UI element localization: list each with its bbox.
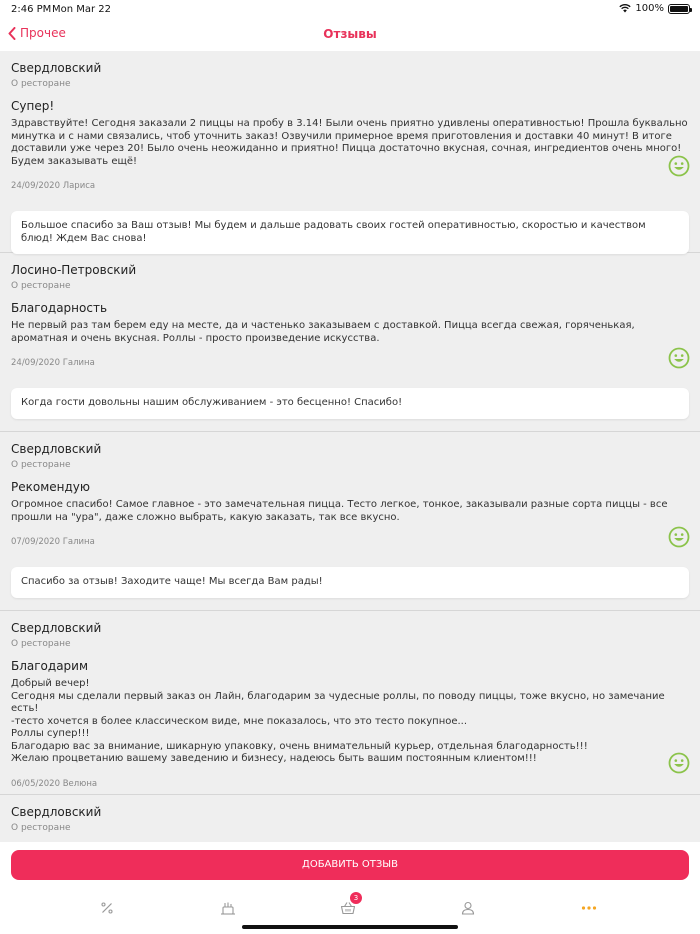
restaurant-name: Свердловский <box>11 621 102 635</box>
back-label: Прочее <box>20 26 66 40</box>
more-icon <box>581 905 597 911</box>
tab-more[interactable] <box>579 898 599 918</box>
restaurant-name: Свердловский <box>11 61 102 75</box>
reviews-list[interactable] <box>0 51 700 842</box>
review-title: Супер! <box>11 99 55 113</box>
review-item <box>0 795 700 833</box>
review-text: Огромное спасибо! Самое главное - это замечательная пицца. Тесто легкое, тонкое, заказывали разные сорта пиццы - все прошли на "ура", даже сложно выбрать, какую заказать, так все вкусно. <box>11 499 668 523</box>
cart-badge: 3 <box>350 892 362 904</box>
smile-icon <box>668 155 690 177</box>
page-title: Отзывы <box>323 27 377 41</box>
profile-icon <box>461 901 475 915</box>
review-item <box>0 253 700 432</box>
review-item <box>0 51 700 253</box>
review-title: Благодарим <box>11 659 89 673</box>
restaurant-answer: Большое спасибо за Ваш отзыв! Мы будем и дальше радовать своих гостей оперативностью, скоростью и качеством блюд! Ждем Вас снова! <box>11 211 689 254</box>
review-category: О ресторане <box>11 460 71 470</box>
battery-percent: 100% <box>635 3 664 14</box>
battery-icon <box>668 4 690 14</box>
restaurant-answer: Спасибо за отзыв! Заходите чаще! Мы всегда Вам рады! <box>11 567 689 598</box>
review-text: Добрый вечер! Сегодня мы сделали первый заказ он Лайн, благодарим за чудесные роллы, по поводу пиццы, тоже вкусно, но замечание есть! -тесто хочется в более классическом виде, мне показалось, что это тесто покупное... Роллы супер!!! Благодарю вас за внимание, шикарную упаковку, очень внимательный курьер, отдельная благодарность!!! Желаю процветанию вашему заведению и бизнесу, надеюсь быть вашим постоянным клиентом!!! <box>11 678 665 764</box>
status-date: Mon Mar 22 <box>52 4 112 15</box>
tab-profile[interactable] <box>458 898 478 918</box>
review-text: Не первый раз там берем еду на месте, да и частенько заказываем с доставкой. Пицца всегда свежая, горяченькая, ароматная и очень вкусная. Роллы - просто произведение искусства. <box>11 320 635 344</box>
smile-icon <box>668 347 690 369</box>
review-item <box>0 611 700 795</box>
review-meta: 24/09/2020 Лариса <box>11 181 96 191</box>
tab-promotions[interactable] <box>97 898 117 918</box>
status-time: 2:46 PM <box>11 4 52 15</box>
restaurant-name: Свердловский <box>11 805 102 819</box>
review-text: Здравствуйте! Сегодня заказали 2 пиццы на пробу в 3.14! Были очень приятно удивлены оперативностью! Прошла буквально минутка и с нами связались, чтоб уточнить заказ! Озвучили примерное время приготовления и доставки 40 минут! В итоге доставили уже через 20! Было очень неожиданно и приятно! Пицца достаточно вкусная, сочная, ингредиентов очень много! Будем заказывать ещё! <box>11 118 688 167</box>
review-meta: 07/09/2020 Галина <box>11 537 95 547</box>
smile-icon <box>668 526 690 548</box>
review-category: О ресторане <box>11 823 71 833</box>
review-meta: 06/05/2020 Велюна <box>11 778 98 789</box>
review-category: О ресторане <box>11 639 71 649</box>
wifi-icon <box>619 4 631 13</box>
menu-icon <box>220 901 236 915</box>
review-item <box>0 432 700 611</box>
home-indicator <box>242 925 458 929</box>
restaurant-name: Свердловский <box>11 442 102 456</box>
tab-cart[interactable] <box>338 894 359 918</box>
tab-bar <box>0 890 700 924</box>
review-category: О ресторане <box>11 79 71 89</box>
tab-menu[interactable] <box>218 898 238 918</box>
review-title: Благодарность <box>11 301 108 315</box>
add-review-button[interactable]: ДОБАВИТЬ ОТЗЫВ <box>11 850 689 880</box>
percent-icon <box>100 901 114 915</box>
status-bar <box>0 0 700 20</box>
restaurant-answer: Когда гости довольны нашим обслуживанием - это бесценно! Спасибо! <box>11 388 689 419</box>
review-meta: 24/09/2020 Галина <box>11 358 95 368</box>
smile-icon <box>668 752 690 774</box>
nav-bar <box>0 20 700 50</box>
restaurant-name: Лосино-Петровский <box>11 263 137 277</box>
review-category: О ресторане <box>11 281 71 291</box>
review-title: Рекомендую <box>11 480 90 494</box>
status-right <box>619 3 690 14</box>
